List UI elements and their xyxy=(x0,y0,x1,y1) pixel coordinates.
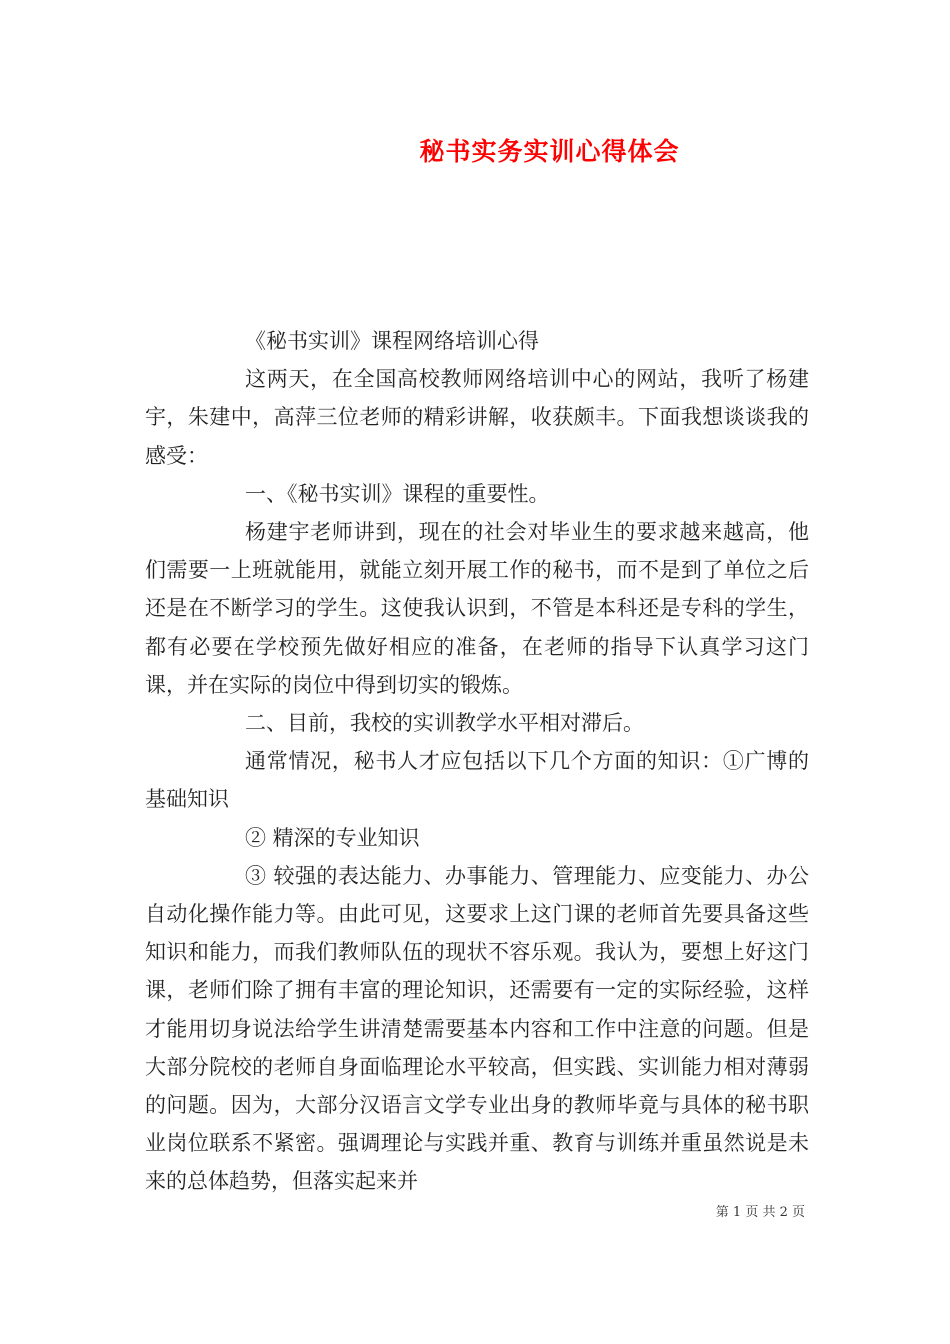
document-title: 秘书实务实训心得体会 xyxy=(419,137,680,166)
page-number-footer: 第 1 页 共 2 页 xyxy=(715,1205,805,1220)
paragraph-knowledge-list: 通常情况，秘书人才应包括以下几个方面的知识：①广博的基础知识 xyxy=(145,749,809,812)
paragraph-course-heading: 《秘书实训》课程网络培训心得 xyxy=(245,329,539,353)
paragraph-importance: 杨建宇老师讲到，现在的社会对毕业生的要求越来越高，他们需要一上班就能用，就能立刻开展工作的秘书，而不是到了单位之后还是在不断学习的学生。这使我认识到，不管是本科还是专科的学生，都有必要在学校预先做好相应的准备，在老师的指导下认真学习这门课，并在实际的岗位中得到切实的锻炼。 xyxy=(145,520,809,697)
section-heading-current-level: 二、目前，我校的实训教学水平相对滞后。 xyxy=(245,711,644,736)
list-item-professional-knowledge: ② 精深的专业知识 xyxy=(245,825,420,850)
section-heading-importance: 一、《秘书实训》课程的重要性。 xyxy=(245,481,550,506)
paragraph-intro: 这两天，在全国高校教师网络培训中心的网站，我听了杨建宇，朱建中，高萍三位老师的精彩讲解，收获颇丰。下面我想谈谈我的感受： xyxy=(145,367,809,468)
paragraph-abilities: ③ 较强的表达能力、办事能力、管理能力、应变能力、办公自动化操作能力等。由此可见，这要求上这门课的老师首先要具备这些知识和能力，而我们教师队伍的现状不容乐观。我认为，要想上好这门课，老师们除了拥有丰富的理论知识，还需要有一定的实际经验，这样才能用切身说法给学生讲清楚需要基本内容和工作中注意的问题。但是大部分院校的老师自身面临理论水平较高，但实践、实训能力相对薄弱的问题。因为，大部分汉语言文学专业出身的教师毕竟与具体的秘书职业岗位联系不紧密。强调理论与实践并重、教育与训练并重虽然说是未来的总体趋势，但落实起来并 xyxy=(145,863,809,1194)
document-body xyxy=(145,322,809,1201)
